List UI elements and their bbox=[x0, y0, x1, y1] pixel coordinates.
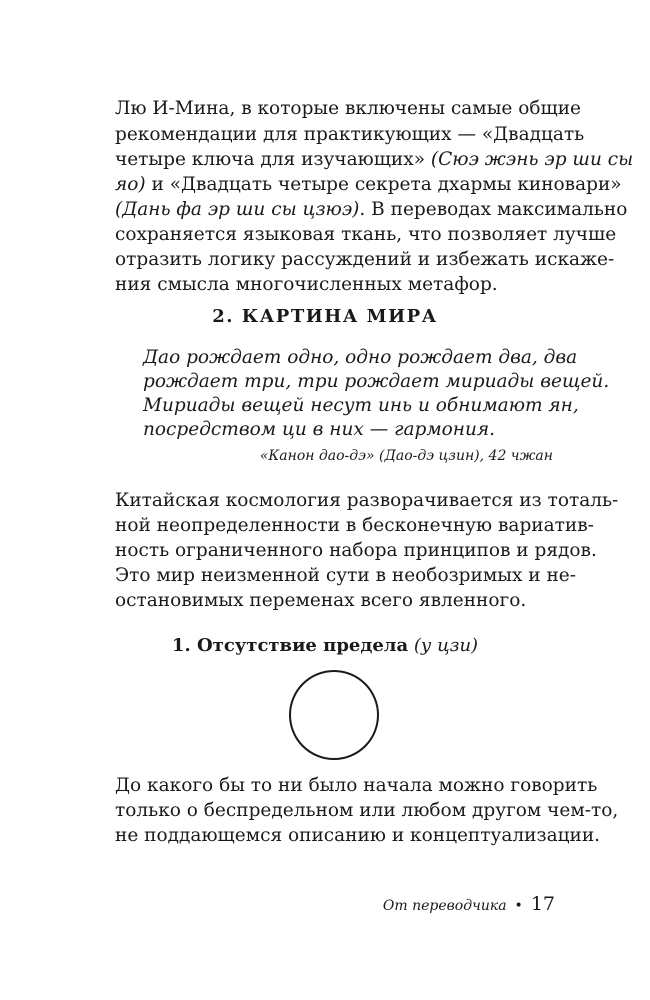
paragraph2-line: ность ограниченного набора принципов и рядов. bbox=[115, 540, 597, 561]
paragraph2-line: остановимых переменах всего явленного. bbox=[115, 590, 527, 611]
epigraph-attribution: «Канон дао-дэ» (Дао-дэ цзин), 42 чжан bbox=[259, 448, 553, 464]
paragraph1-line: яо) и «Двадцать четыре секрета дхармы киновари» bbox=[115, 174, 622, 195]
paragraph1-line: Лю И-Мина, в которые включены самые общие bbox=[115, 98, 582, 119]
paragraph1-line: ния смысла многочисленных метафор. bbox=[115, 274, 498, 295]
page-number: 17 bbox=[530, 893, 555, 915]
paragraph2-line: ной неопределенности в бесконечную вариатив- bbox=[115, 515, 594, 536]
title-transliteration: яо) bbox=[115, 174, 146, 195]
paragraph1-line: (Дань фа эр ши сы цзюэ). В переводах максимально bbox=[115, 199, 628, 220]
paragraph1-line: отразить логику рассуждений и избежать искаже- bbox=[115, 249, 615, 270]
title-transliteration: (Дань фа эр ши сы цзюэ) bbox=[115, 199, 360, 220]
footer-bullet: • bbox=[514, 898, 523, 914]
running-title: От переводчика bbox=[382, 898, 507, 914]
paragraph1-line: четыре ключа для изучающих» (Сюэ жэнь эр ши сы bbox=[115, 149, 634, 170]
paragraph2-line: Китайская космология разворачивается из тоталь- bbox=[115, 490, 619, 511]
epigraph-line: Мириады вещей несут инь и обнимают ян, bbox=[143, 395, 579, 416]
epigraph-line: Дао рождает одно, одно рождает два, два bbox=[143, 347, 578, 368]
subsection-title: 1. Отсутствие предела bbox=[171, 635, 409, 656]
paragraph3-line: До какого бы то ни было начала можно говорить bbox=[115, 775, 598, 796]
empty-circle-icon bbox=[288, 669, 380, 761]
page-footer bbox=[383, 893, 555, 915]
paragraph1-line: рекомендации для практикующих — «Двадцать bbox=[115, 124, 585, 145]
paragraph3-line: не поддающемся описанию и концептуализации. bbox=[115, 825, 601, 846]
paragraph2-line: Это мир неизменной сути в необозримых и не- bbox=[115, 565, 577, 586]
paragraph3-line: только о беспредельном или любом другом чем-то, bbox=[115, 800, 619, 821]
section-heading: 2. КАРТИНА МИРА bbox=[212, 306, 438, 327]
paragraph1-line: сохраняется языковая ткань, что позволяет лучше bbox=[115, 224, 617, 245]
epigraph-line: рождает три, три рождает мириады вещей. bbox=[143, 371, 610, 392]
subsection-transliteration: (у цзи) bbox=[413, 635, 479, 656]
wuji-circle-illustration bbox=[288, 669, 380, 761]
subsection-heading bbox=[0, 634, 650, 658]
epigraph-line: посредством ци в них — гармония. bbox=[143, 419, 496, 440]
title-transliteration: (Сюэ жэнь эр ши сы bbox=[430, 149, 634, 170]
